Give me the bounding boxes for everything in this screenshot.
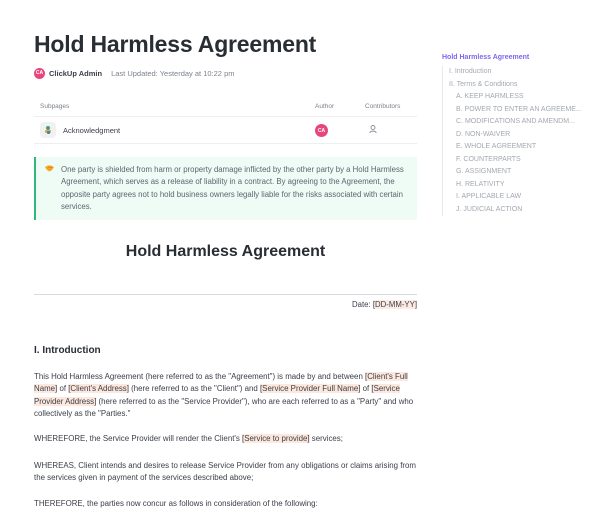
toc-list xyxy=(442,66,593,216)
section-heading-introduction: I. Introduction xyxy=(34,345,101,356)
author-avatar[interactable]: CA xyxy=(34,68,45,79)
toc-item-power[interactable]: B. POWER TO ENTER AN AGREEME... xyxy=(456,105,582,113)
toc-item-non-waiver[interactable]: D. NON-WAIVER xyxy=(456,130,511,138)
person-icon[interactable] xyxy=(368,124,378,134)
callout-text: One party is shielded from harm or property damage inflicted by the other party by a Hold Harmless Agreement, which serves as a release of liability in a contract. By agreeing to the Agreement, the opposite party agrees not to hold business owners legally liable for the risks associated with certain services. xyxy=(61,165,404,212)
intro-paragraph xyxy=(34,371,417,420)
author-name[interactable]: ClickUp Admin xyxy=(49,68,103,78)
toc-item-modifications[interactable]: C. MODIFICATIONS AND AMENDM... xyxy=(456,118,575,125)
date-placeholder[interactable]: [DD-MM-YY] xyxy=(372,300,417,309)
date-label: Date: xyxy=(352,300,373,309)
col-subpages: Subpages xyxy=(40,103,70,110)
subpages-table xyxy=(34,98,417,144)
text: (here referred to as the "Service Provider"), who are each referred to as a "Party" and who collectively as the "Parties." xyxy=(34,396,414,418)
whereas-paragraph: WHEREAS, Client intends and desires to release Service Provider from any obligations or claims arising from the services given in payment of the services described above; xyxy=(34,461,416,483)
text: This Hold Harmless Agreement (here referred to as the "Agreement") is made by and between xyxy=(34,372,366,381)
col-contributors: Contributors xyxy=(365,103,401,110)
text: of xyxy=(57,384,69,394)
last-updated: Last Updated: Yesterday at 10:22 pm xyxy=(111,68,235,78)
placeholder-client-name[interactable]: [Client's Full Name] xyxy=(34,372,408,394)
table-of-contents xyxy=(442,52,592,213)
col-author: Author xyxy=(315,103,335,110)
text: WHEREFORE, the Service Provider will render the Client's xyxy=(34,434,243,443)
toc-item-counterparts[interactable]: F. COUNTERPARTS xyxy=(456,155,521,163)
divider xyxy=(34,294,417,295)
handshake-page-icon xyxy=(40,122,56,138)
placeholder-service[interactable]: [Service to provide] xyxy=(242,434,310,443)
placeholder-client-address[interactable]: [Client's Address] xyxy=(68,384,129,394)
text: of xyxy=(360,384,372,394)
toc-item-assignment[interactable]: G. ASSIGNMENT xyxy=(456,168,512,175)
date-line xyxy=(34,300,417,309)
page-meta xyxy=(34,67,234,79)
toc-item-judicial-action[interactable]: J. JUDICIAL ACTION xyxy=(456,205,523,213)
text: services; xyxy=(309,434,343,443)
subpage-author-avatar: CA xyxy=(315,124,328,137)
toc-item-applicable-law[interactable]: I. APPLICABLE LAW xyxy=(456,193,522,200)
toc-item-keep-harmless[interactable]: A. KEEP HARMLESS xyxy=(456,93,524,100)
therefore-paragraph: THEREFORE, the parties now concur as follows in consideration of the following: xyxy=(34,499,318,508)
toc-title[interactable]: Hold Harmless Agreement xyxy=(442,54,530,61)
toc-item-introduction[interactable]: I. Introduction xyxy=(449,68,492,75)
text: (here referred to as the "Client") and xyxy=(128,384,260,394)
subpage-name[interactable]: Acknowledgment xyxy=(63,126,121,135)
toc-item-whole-agreement[interactable]: E. WHOLE AGREEMENT xyxy=(456,143,537,150)
placeholder-provider-address[interactable]: [Service Provider Address] xyxy=(34,384,400,406)
wherefore-paragraph xyxy=(34,433,417,445)
toc-item-relativity[interactable]: H. RELATIVITY xyxy=(456,180,505,188)
toc-item-terms[interactable]: II. Terms & Conditions xyxy=(449,80,518,88)
subpages-header xyxy=(34,98,417,117)
handshake-icon xyxy=(45,165,54,174)
placeholder-provider-name[interactable]: [Service Provider Full Name] xyxy=(259,384,361,394)
subpage-row[interactable] xyxy=(34,117,417,144)
page-title: Hold Harmless Agreement xyxy=(34,31,317,57)
callout-box xyxy=(34,157,417,220)
document-title: Hold Harmless Agreement xyxy=(125,243,326,260)
